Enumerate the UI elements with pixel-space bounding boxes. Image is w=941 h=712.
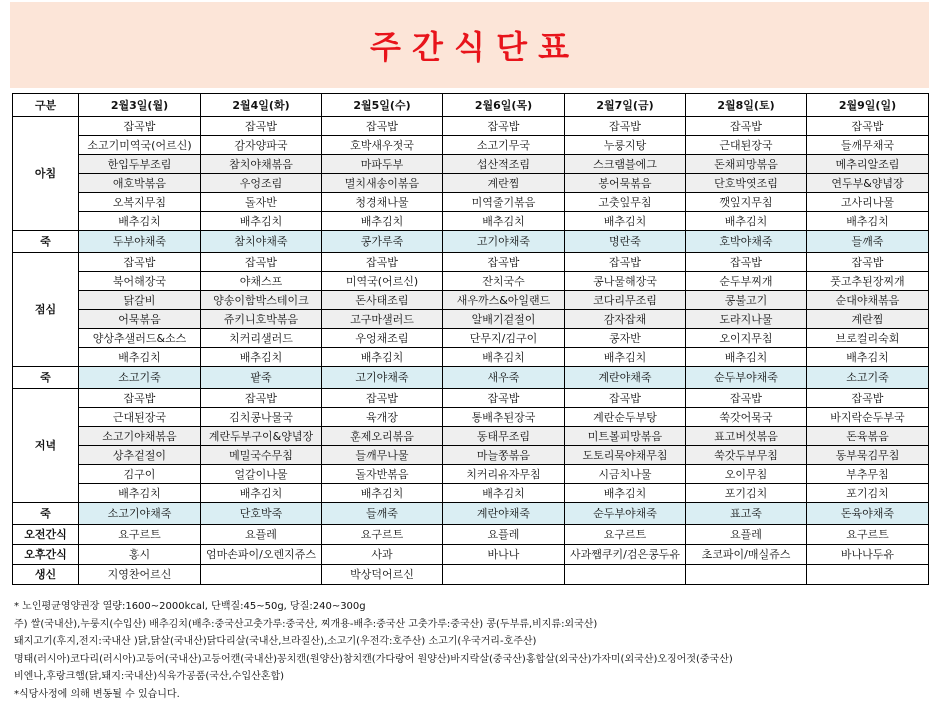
note-line: 명태(러시아)코다리(러시아)고등어(국내산)고등어캔(국내산)꽁치캔(원양산)참치캔(가다랑어 원양산)바지락살(중국산)홍합살(외국산)가자미(외국산)오징어젓(중국산) [14, 653, 733, 665]
menu-item: 오이지무침 [686, 329, 807, 348]
menu-item: 순대야채볶음 [807, 291, 929, 310]
birthday-row [13, 565, 929, 585]
menu-item: 돈채피망볶음 [686, 155, 807, 174]
notes-section [14, 598, 929, 703]
menu-item: 잡곡밥 [565, 253, 686, 272]
menu-item: 멸치새송이볶음 [322, 174, 443, 193]
menu-item: 잡곡밥 [322, 389, 443, 408]
menu-item: 근대된장국 [79, 408, 201, 427]
menu-item: 한입두부조림 [79, 155, 201, 174]
porridge3-item: 단호박죽 [201, 503, 322, 525]
menu-item: 오복지무침 [79, 193, 201, 212]
birthday-item [565, 565, 686, 585]
menu-item: 소고기미역국(어르신) [79, 136, 201, 155]
porridge3-label: 죽 [13, 503, 79, 525]
menu-item: 야채스프 [201, 272, 322, 291]
header-cell: 2월6일(목) [443, 94, 565, 117]
lunch-row [13, 329, 929, 348]
birthday-item [686, 565, 807, 585]
birthday-item [807, 565, 929, 585]
snack_pm-item: 엄마손파이/오렌지쥬스 [201, 545, 322, 565]
porridge2-item: 팥죽 [201, 367, 322, 389]
menu-item: 배추김치 [79, 212, 201, 231]
menu-item: 잡곡밥 [201, 389, 322, 408]
menu-item: 닭갈비 [79, 291, 201, 310]
menu-item: 애호박볶음 [79, 174, 201, 193]
menu-item: 잡곡밥 [322, 253, 443, 272]
snack_am-row [13, 525, 929, 545]
snack_pm-label: 오후간식 [13, 545, 79, 565]
lunch-row [13, 291, 929, 310]
header-row [13, 94, 929, 117]
lunch-label: 점심 [13, 253, 79, 367]
porridge1-item: 들깨죽 [807, 231, 929, 253]
menu-item: 얼갈이나물 [201, 465, 322, 484]
snack_pm-item: 홍시 [79, 545, 201, 565]
header-cell: 2월4일(화) [201, 94, 322, 117]
menu-item: 돌자반 [201, 193, 322, 212]
menu-item: 배추김치 [322, 484, 443, 503]
menu-item: 배추김치 [686, 348, 807, 367]
menu-item: 단무지/김구이 [443, 329, 565, 348]
menu-item: 잡곡밥 [443, 253, 565, 272]
menu-item: 잡곡밥 [443, 389, 565, 408]
menu-item: 잡곡밥 [686, 253, 807, 272]
header-cell: 2월3일(월) [79, 94, 201, 117]
menu-item: 코다리무조림 [565, 291, 686, 310]
menu-item: 잡곡밥 [201, 253, 322, 272]
menu-item: 참치야채볶음 [201, 155, 322, 174]
porridge1-item: 참치야채죽 [201, 231, 322, 253]
menu-item: 단호박엿조림 [686, 174, 807, 193]
menu-item: 콩자반 [565, 329, 686, 348]
menu-item: 깻잎지무침 [686, 193, 807, 212]
menu-item: 우엉조림 [201, 174, 322, 193]
menu-item: 배추김치 [201, 484, 322, 503]
menu-item: 배추김치 [807, 348, 929, 367]
porridge2-item: 순두부야채죽 [686, 367, 807, 389]
header-cell: 구분 [13, 94, 79, 117]
menu-item: 근대된장국 [686, 136, 807, 155]
menu-item: 오이무침 [686, 465, 807, 484]
menu-item: 육개장 [322, 408, 443, 427]
dinner-row [13, 408, 929, 427]
menu-item: 배추김치 [686, 212, 807, 231]
porridge3-item: 돈육야채죽 [807, 503, 929, 525]
menu-item: 치커리유자무침 [443, 465, 565, 484]
snack_pm-item: 바나나두유 [807, 545, 929, 565]
porridge3-row [13, 503, 929, 525]
breakfast-row [13, 193, 929, 212]
snack_pm-item: 초코파이/매실쥬스 [686, 545, 807, 565]
menu-item: 미역국(어르신) [322, 272, 443, 291]
porridge2-item: 계란야채죽 [565, 367, 686, 389]
menu-item: 훈제오리볶음 [322, 427, 443, 446]
menu-item: 잡곡밥 [322, 117, 443, 136]
breakfast-row [13, 136, 929, 155]
menu-item: 고구마샐러드 [322, 310, 443, 329]
menu-item: 배추김치 [79, 348, 201, 367]
breakfast-row [13, 174, 929, 193]
menu-item: 잡곡밥 [686, 117, 807, 136]
menu-item: 포기김치 [807, 484, 929, 503]
menu-item: 계란찜 [443, 174, 565, 193]
menu-item: 들깨무나물 [322, 446, 443, 465]
porridge1-item: 고기야채죽 [443, 231, 565, 253]
porridge3-item: 들깨죽 [322, 503, 443, 525]
menu-item: 잡곡밥 [807, 253, 929, 272]
menu-item: 쥬키니호박볶음 [201, 310, 322, 329]
menu-item: 잡곡밥 [443, 117, 565, 136]
breakfast-row [13, 212, 929, 231]
menu-item: 동부묵김무침 [807, 446, 929, 465]
birthday-item [201, 565, 322, 585]
lunch-row [13, 253, 929, 272]
snack_am-item: 요구르트 [807, 525, 929, 545]
menu-item: 호박새우젓국 [322, 136, 443, 155]
breakfast-row [13, 155, 929, 174]
menu-item: 배추김치 [79, 484, 201, 503]
header-cell: 2월5일(수) [322, 94, 443, 117]
porridge2-item: 소고기죽 [79, 367, 201, 389]
snack_am-item: 요구르트 [322, 525, 443, 545]
menu-item: 풋고추된장찌개 [807, 272, 929, 291]
menu-item: 감자양파국 [201, 136, 322, 155]
header-cell: 2월7일(금) [565, 94, 686, 117]
menu-item: 브로컬리숙회 [807, 329, 929, 348]
menu-item: 통배추된장국 [443, 408, 565, 427]
porridge2-row [13, 367, 929, 389]
menu-item: 잡곡밥 [807, 389, 929, 408]
menu-item: 소고기야채볶음 [79, 427, 201, 446]
birthday-item: 박상덕어르신 [322, 565, 443, 585]
menu-item: 배추김치 [322, 348, 443, 367]
menu-item: 돈육볶음 [807, 427, 929, 446]
menu-item: 누룽지탕 [565, 136, 686, 155]
menu-item: 메밀국수무침 [201, 446, 322, 465]
menu-item: 상추겉절이 [79, 446, 201, 465]
porridge2-item: 고기야채죽 [322, 367, 443, 389]
menu-item: 돌자반볶음 [322, 465, 443, 484]
header-cell: 2월8일(토) [686, 94, 807, 117]
menu-item: 계란순두부탕 [565, 408, 686, 427]
menu-item: 양송이함박스테이크 [201, 291, 322, 310]
snack_am-item: 요플레 [201, 525, 322, 545]
lunch-row [13, 348, 929, 367]
menu-item: 배추김치 [443, 484, 565, 503]
dinner-row [13, 465, 929, 484]
note-line: 돼지고기(후지,전지:국내산 )닭,닭살(국내산)닭다리살(국내산,브라질산),소고기(우전각:호주산) 소고기(우국거리-호주산) [14, 636, 537, 647]
menu-item: 잡곡밥 [201, 117, 322, 136]
menu-item: 배추김치 [565, 484, 686, 503]
snack_am-item: 요플레 [443, 525, 565, 545]
menu-item: 포기김치 [686, 484, 807, 503]
birthday-item: 지영찬어르신 [79, 565, 201, 585]
menu-item: 배추김치 [443, 348, 565, 367]
menu-item: 배추김치 [565, 212, 686, 231]
menu-item: 부추무침 [807, 465, 929, 484]
title-banner [10, 2, 929, 88]
snack_am-label: 오전간식 [13, 525, 79, 545]
menu-item: 메추리알조림 [807, 155, 929, 174]
menu-item: 순두부찌개 [686, 272, 807, 291]
snack_am-item: 요플레 [686, 525, 807, 545]
porridge1-item: 콩가루죽 [322, 231, 443, 253]
snack_am-item: 요구르트 [79, 525, 201, 545]
menu-item: 도라지나물 [686, 310, 807, 329]
menu-item: 고춧잎무침 [565, 193, 686, 212]
porridge2-label: 죽 [13, 367, 79, 389]
menu-item: 소고기무국 [443, 136, 565, 155]
breakfast-row [13, 117, 929, 136]
snack_pm-item: 사과쨈쿠키/검은콩두유 [565, 545, 686, 565]
menu-item: 계란두부구이&양념장 [201, 427, 322, 446]
note-line: *식당사정에 의해 변동될 수 있습니다. [14, 688, 180, 700]
snack_pm-item: 사과 [322, 545, 443, 565]
dinner-label: 저녁 [13, 389, 79, 503]
dinner-row [13, 446, 929, 465]
porridge2-item: 새우죽 [443, 367, 565, 389]
menu-item: 바지락순두부국 [807, 408, 929, 427]
porridge1-row [13, 231, 929, 253]
menu-item: 콩나물해장국 [565, 272, 686, 291]
porridge3-item: 순두부야채죽 [565, 503, 686, 525]
note-line: * 노인평균영양권장 열량:1600~2000kcal, 단백질:45~50g, 당질:240~300g [14, 601, 366, 612]
menu-item: 배추김치 [322, 212, 443, 231]
menu-item: 고사리나물 [807, 193, 929, 212]
menu-item: 치커리샐러드 [201, 329, 322, 348]
menu-item: 돈사태조림 [322, 291, 443, 310]
porridge1-item: 두부야채죽 [79, 231, 201, 253]
dinner-row [13, 427, 929, 446]
menu-item: 도토리묵야채무침 [565, 446, 686, 465]
menu-item: 어묵볶음 [79, 310, 201, 329]
menu-item: 김치콩나물국 [201, 408, 322, 427]
menu-item: 섭산적조림 [443, 155, 565, 174]
page-title: 주 간 식 단 표 [369, 28, 570, 66]
porridge1-label: 죽 [13, 231, 79, 253]
porridge2-item: 소고기죽 [807, 367, 929, 389]
porridge3-item: 표고죽 [686, 503, 807, 525]
menu-item: 배추김치 [807, 212, 929, 231]
porridge1-item: 명란죽 [565, 231, 686, 253]
menu-item: 쑥갓어묵국 [686, 408, 807, 427]
porridge1-item: 호박야채죽 [686, 231, 807, 253]
menu-item: 김구이 [79, 465, 201, 484]
menu-item: 마파두부 [322, 155, 443, 174]
menu-item: 잡곡밥 [79, 389, 201, 408]
lunch-row [13, 272, 929, 291]
porridge3-item: 소고기야채죽 [79, 503, 201, 525]
menu-item: 잡곡밥 [79, 253, 201, 272]
menu-item: 봉어묵볶음 [565, 174, 686, 193]
snack_am-item: 요구르트 [565, 525, 686, 545]
menu-item: 스크램블에그 [565, 155, 686, 174]
menu-item: 잡곡밥 [686, 389, 807, 408]
porridge3-item: 계란야채죽 [443, 503, 565, 525]
menu-item: 청경채나물 [322, 193, 443, 212]
header-cell: 2월9일(일) [807, 94, 929, 117]
menu-item: 북어해장국 [79, 272, 201, 291]
menu-item: 배추김치 [565, 348, 686, 367]
menu-item: 배추김치 [201, 212, 322, 231]
menu-item: 잡곡밥 [565, 389, 686, 408]
menu-item: 동태무조림 [443, 427, 565, 446]
menu-item: 알배기겉절이 [443, 310, 565, 329]
menu-item: 미트볼피망볶음 [565, 427, 686, 446]
breakfast-label: 아침 [13, 117, 79, 231]
menu-item: 연두부&양념장 [807, 174, 929, 193]
dinner-row [13, 484, 929, 503]
menu-item: 새우까스&아일랜드 [443, 291, 565, 310]
menu-item: 배추김치 [443, 212, 565, 231]
menu-item: 쑥갓두부무침 [686, 446, 807, 465]
menu-item: 계란찜 [807, 310, 929, 329]
snack_pm-item: 바나나 [443, 545, 565, 565]
dinner-row [13, 389, 929, 408]
menu-item: 잔치국수 [443, 272, 565, 291]
menu-item: 잡곡밥 [79, 117, 201, 136]
lunch-row [13, 310, 929, 329]
menu-item: 마늘쫑볶음 [443, 446, 565, 465]
menu-item: 잡곡밥 [807, 117, 929, 136]
menu-item: 우엉채조림 [322, 329, 443, 348]
menu-item: 표고버섯볶음 [686, 427, 807, 446]
menu-item: 들깨무채국 [807, 136, 929, 155]
note-line: 주) 쌀(국내산),누룽지(수입산) 배추김치(배추:중국산고춧가루:중국산, 찌개용-배추:중국산 고춧가루:중국산) 콩(두부류,비지류:외국산) [14, 618, 598, 630]
birthday-item [443, 565, 565, 585]
menu-item: 양상추샐러드&소스 [79, 329, 201, 348]
weekly-menu-table [12, 93, 929, 585]
menu-item: 콩불고기 [686, 291, 807, 310]
birthday-label: 생신 [13, 565, 79, 585]
menu-item: 잡곡밥 [565, 117, 686, 136]
menu-item: 감자잡채 [565, 310, 686, 329]
menu-item: 시금치나물 [565, 465, 686, 484]
note-line: 비엔나,후랑크햄(닭,돼지:국내산)식육가공품(국산,수입산혼합) [14, 671, 285, 682]
menu-item: 배추김치 [201, 348, 322, 367]
menu-item: 미역줄기볶음 [443, 193, 565, 212]
snack_pm-row [13, 545, 929, 565]
